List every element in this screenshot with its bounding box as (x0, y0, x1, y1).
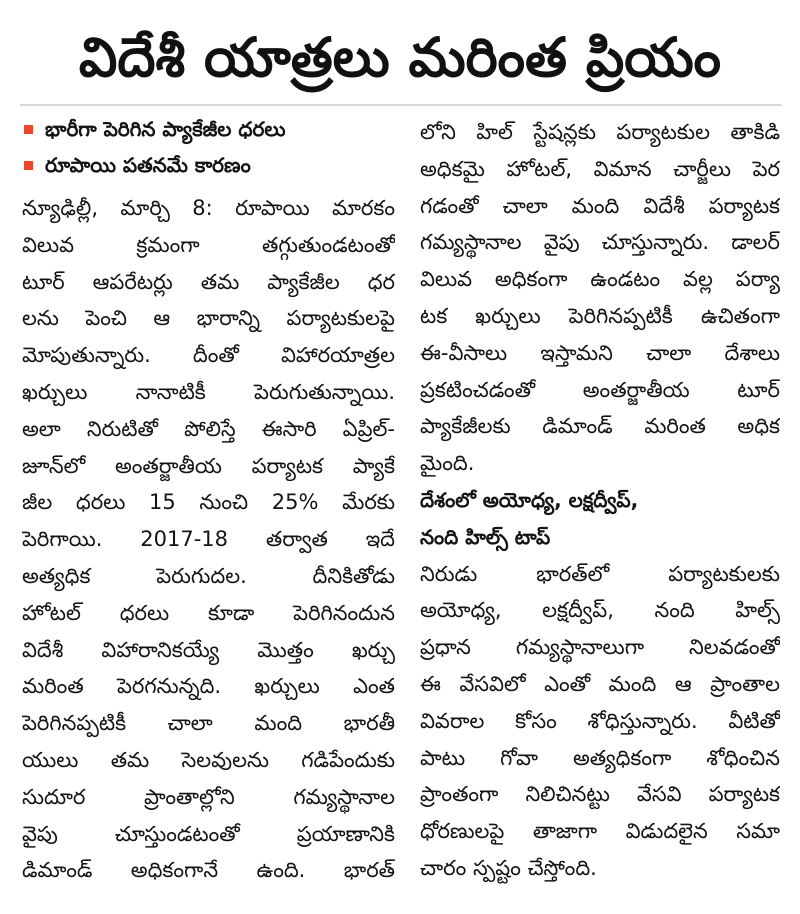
body-text-line: పాటు గోవా అత్యధికంగా శోధించిన (420, 745, 780, 770)
body-text-line: మోపుతున్నారు. దీంతో విహారయాత్రల (22, 343, 395, 368)
bullet-point-2 (24, 150, 394, 180)
body-text-line: ప్రాంతంగా నిలిచినట్టు వేసవి పర్యాటక (420, 782, 780, 807)
body-text-line: జూన్‌లో అంతర్జాతీయ పర్యాటక ప్యాకే (22, 453, 395, 478)
subheading-line: నంది హిల్స్ టాప్ (420, 524, 551, 549)
body-text-line: నిరుడు భారత్‌లో పర్యాటకులకు (420, 561, 780, 586)
body-text-line: గమ్యస్థానాల వైపు చూస్తున్నారు. డాలర్ (420, 230, 780, 255)
square-bullet-icon (24, 161, 33, 170)
body-text-line: సుదూర ప్రాంతాల్లోని గమ్యస్థానాల (22, 784, 395, 809)
body-text-line: అలా నిరుటితో పోలిస్తే ఈసారి ఏప్రిల్- (22, 416, 395, 441)
body-text-line: ప్రకటించడంతో అంతర్జాతీయ టూర్ (420, 377, 780, 402)
body-text-line: పెరిగినప్పటికీ చాలా మంది భారతీ (22, 711, 395, 736)
body-text-line: గడంతో చాలా మంది విదేశీ పర్యాటక (420, 193, 780, 218)
body-text-line: వివరాల కోసం శోధిస్తున్నారు. వీటితో (420, 708, 780, 733)
body-text-line: టక ఖర్చులు పెరిగినప్పటికీ ఉచితంగా (420, 303, 780, 328)
body-text-line: ఖర్చులు నానాటికీ పెరుగుతున్నాయి. (22, 379, 395, 404)
body-text-line: న్యూఢిల్లీ, మార్చి 8: రూపాయి మారకం (22, 196, 395, 220)
body-text-line: లను పెంచి ఆ భారాన్ని పర్యాటకులపై (22, 306, 395, 331)
body-text-line: విదేశీ విహారానికయ్యే మొత్తం ఖర్చు (22, 637, 395, 662)
body-text-line: అధికమై హోటల్, విమాన చార్జీలు పెర (420, 156, 780, 181)
body-text-line: విలువ క్రమంగా తగ్గుతుండటంతో (22, 232, 395, 257)
body-text-line: జీల ధరలు 15 నుంచి 25% మేరకు (22, 490, 395, 515)
article-headline: విదేశీ యాత్రలు మరింత ప్రియం (78, 26, 722, 89)
headline-divider (20, 104, 782, 106)
body-text-line: ఈ-వీసాలు ఇస్తామని చాలా దేశాలు (420, 340, 780, 365)
subheading-line: దేశంలో అయోధ్య, లక్షద్వీప్, (420, 487, 639, 512)
body-text-line: ప్రధాన గమ్యస్థానాలుగా నిలవడంతో (420, 635, 780, 660)
body-text-line: ఈ వేసవిలో ఎంతో మంది ఆ ప్రాంతాల (420, 671, 780, 696)
bullet-text: రూపాయి పతనమే కారణం (45, 153, 251, 177)
bullet-text: భారీగా పెరిగిన ప్యాకేజీల ధరలు (45, 117, 286, 141)
body-text-line: టూర్ ఆపరేటర్లు తమ ప్యాకేజీల ధర (22, 269, 395, 294)
bullet-point-1 (24, 114, 394, 144)
body-text-line: అత్యధిక పెరుగుదల. దీనికితోడు (22, 563, 395, 588)
body-text-line: డిమాండ్ అధికంగానే ఉంది. భారత్ (22, 858, 395, 883)
body-text-line: మరింత పెరగనున్నది. ఖర్చులు ఎంత (22, 674, 395, 699)
body-text-line: అయోధ్య, లక్షద్వీప్, నంది హిల్స్ (420, 598, 780, 623)
square-bullet-icon (24, 125, 33, 134)
right-column-body (420, 114, 780, 887)
body-text-line: విలువ అధికంగా ఉండటం వల్ల పర్యా (420, 267, 780, 292)
body-text-line: హోటల్ ధరలు కూడా పెరిగినందున (22, 600, 395, 625)
body-text-line: యులు తమ సెలవులను గడిపేందుకు (22, 747, 395, 772)
body-text-line: మైంది. (420, 451, 475, 476)
body-text-line: ధోరణులపై తాజాగా విడుదలైన సమా (420, 819, 780, 844)
body-text-line: పెరిగాయి. 2017-18 తర్వాత ఇదే (22, 527, 395, 552)
body-text-line: ప్యాకేజీలకు డిమాండ్ మరింత అధిక (420, 414, 780, 439)
body-text-line: లోని హిల్ స్టేషన్లకు పర్యాటకుల తాకిడి (420, 120, 780, 144)
left-column-body (22, 190, 395, 889)
body-text-line: వైపు చూస్తుండటంతో ప్రయాణానికి (22, 821, 395, 846)
body-text-line: చారం స్పష్టం చేస్తోంది. (420, 855, 597, 880)
